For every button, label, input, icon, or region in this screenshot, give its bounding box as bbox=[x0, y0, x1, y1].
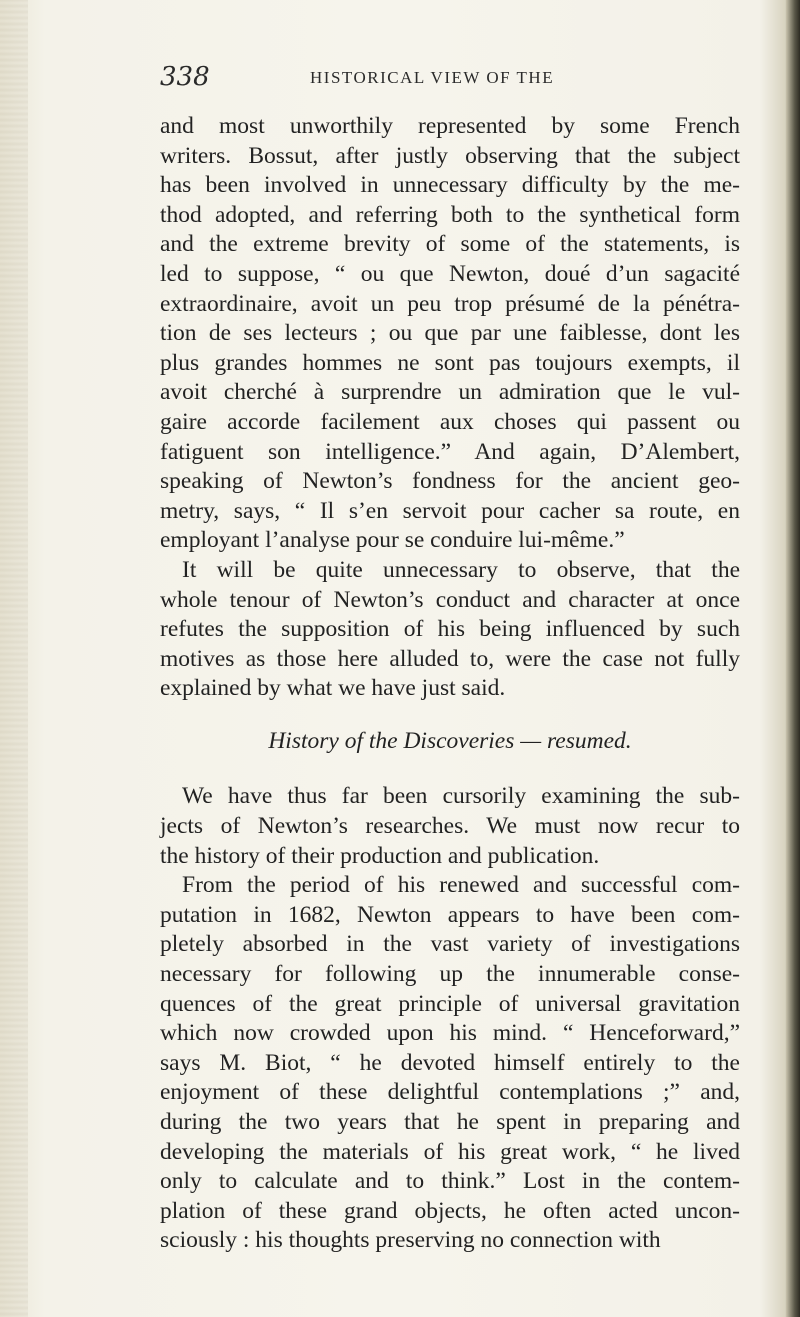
text-line: pletely absorbed in the vast variety of investigations bbox=[160, 931, 740, 958]
page-header bbox=[160, 62, 780, 98]
text-line: quences of the great principle of universal gravitation bbox=[160, 990, 740, 1017]
text-line: extraordinaire, avoit un peu trop présumé de la pénétra- bbox=[160, 290, 740, 317]
text-line: writers. Bossut, after justly observing that the subject bbox=[160, 142, 740, 169]
text-line: which now crowded upon his mind. “ Henceforward,” bbox=[160, 1020, 740, 1047]
page-edge-shadow bbox=[786, 0, 800, 1317]
paragraph-1 bbox=[160, 112, 740, 556]
text-line: metry, says, “ Il s’en servoit pour cacher sa route, en bbox=[160, 497, 740, 524]
text-line: led to suppose, “ ou que Newton, doué d’un sagacité bbox=[160, 260, 740, 287]
text-line: has been involved in unnecessary difficulty by the me- bbox=[160, 172, 740, 199]
paragraph-4 bbox=[160, 871, 740, 1256]
text-line: and the extreme brevity of some of the statements, is bbox=[160, 231, 740, 258]
text-line: plus grandes hommes ne sont pas toujours exempts, il bbox=[160, 349, 740, 376]
text-line: sciously : his thoughts preserving no connection with bbox=[160, 1227, 661, 1254]
text-line: necessary for following up the innumerable conse- bbox=[160, 961, 740, 988]
text-line: It will be quite unnecessary to observe, that the bbox=[182, 556, 740, 583]
text-line: employant l’analyse pour se conduire lui-même.” bbox=[160, 527, 625, 554]
text-line: putation in 1682, Newton appears to have been com- bbox=[160, 901, 740, 928]
text-line: and most unworthily represented by some French bbox=[160, 113, 740, 139]
text-line: only to calculate and to think.” Lost in the contem- bbox=[160, 1168, 740, 1195]
text-line: avoit cherché à surprendre un admiration que le vul- bbox=[160, 379, 740, 406]
binding-edge bbox=[0, 0, 28, 1317]
text-line: during the two years that he spent in preparing and bbox=[160, 1109, 740, 1135]
text-line: fatiguent son intelligence.” And again, D’Alembert, bbox=[160, 438, 740, 465]
paragraph-3 bbox=[160, 782, 740, 871]
running-head: HISTORICAL VIEW OF THE bbox=[310, 68, 555, 87]
text-line: whole tenour of Newton’s conduct and character at once bbox=[160, 586, 740, 613]
text-line: jects of Newton’s researches. We must now recur to bbox=[160, 813, 740, 840]
text-line: gaire accorde facilement aux choses qui passent ou bbox=[160, 408, 740, 435]
paragraph-2 bbox=[160, 556, 740, 704]
text-line: thod adopted, and referring both to the synthetical form bbox=[160, 201, 740, 228]
text-line: says M. Biot, “ he devoted himself entirely to the bbox=[160, 1049, 740, 1076]
page-number: 338 bbox=[160, 62, 210, 92]
text-line: the history of their production and publication. bbox=[160, 842, 600, 869]
body-text bbox=[160, 112, 740, 1256]
text-line: explained by what we have just said. bbox=[160, 675, 506, 702]
text-line: plation of these grand objects, he often acted uncon- bbox=[160, 1197, 740, 1224]
text-line: motives as those here alluded to, were the case not fully bbox=[160, 645, 740, 672]
text-line: enjoyment of these delightful contemplations ;” and, bbox=[160, 1079, 740, 1106]
text-line: refutes the supposition of his being influenced by such bbox=[160, 616, 740, 643]
text-line: We have thus far been cursorily examining the sub- bbox=[182, 783, 740, 810]
text-line: tion de ses lecteurs ; ou que par une faiblesse, dont les bbox=[160, 320, 740, 347]
text-line: From the period of his renewed and successful com- bbox=[182, 872, 740, 899]
section-heading: History of the Discoveries — resumed. bbox=[268, 727, 632, 754]
text-line: developing the materials of his great work, “ he lived bbox=[160, 1138, 740, 1165]
text-line: speaking of Newton’s fondness for the ancient geo- bbox=[160, 468, 740, 495]
